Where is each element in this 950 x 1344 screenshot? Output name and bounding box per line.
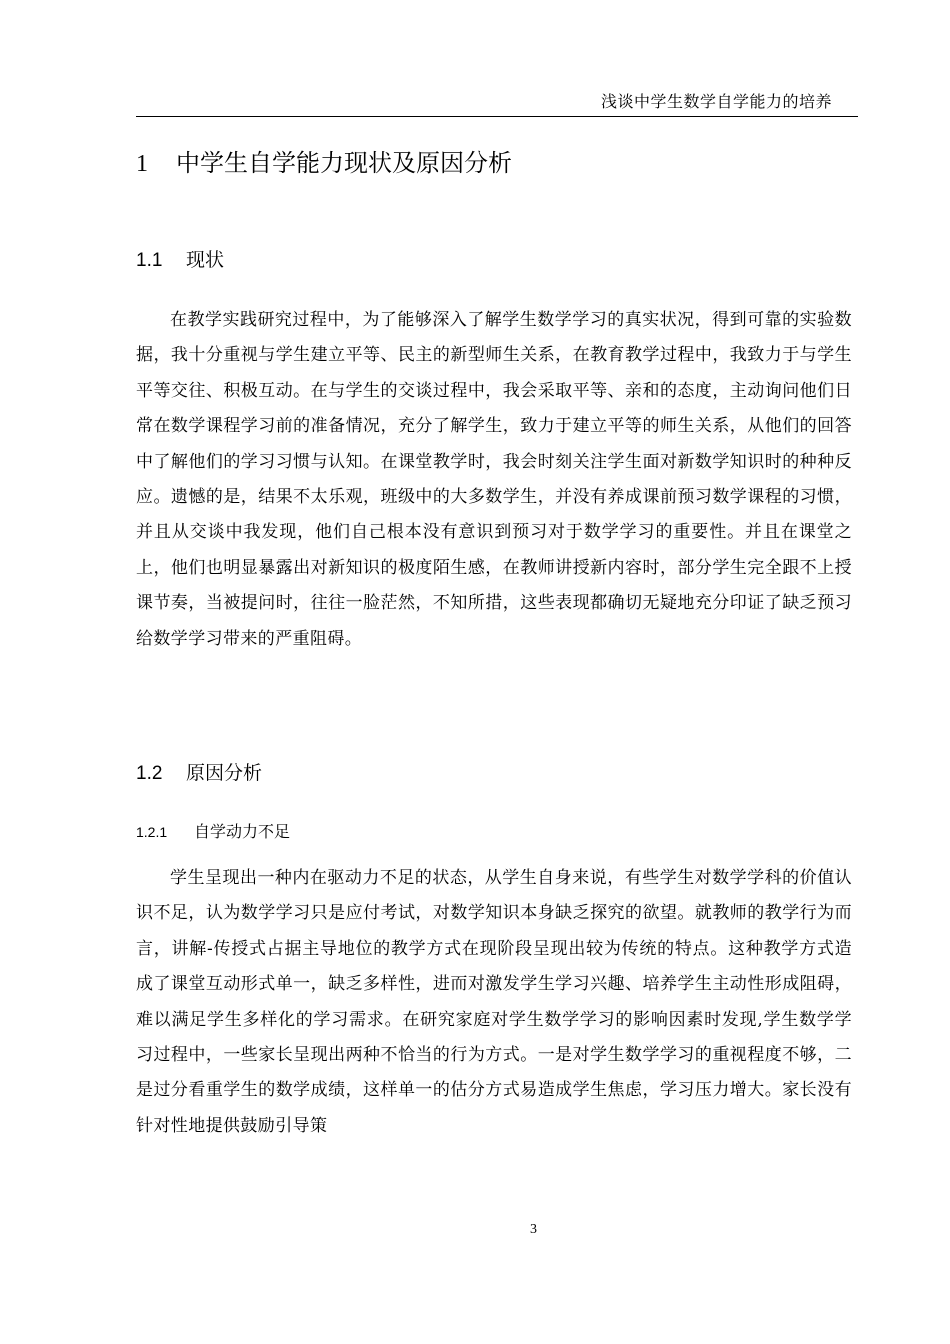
section-number: 1.1 <box>136 250 163 271</box>
section-number: 1.2 <box>136 763 163 784</box>
subsection-number: 1.2.1 <box>136 824 168 840</box>
running-header <box>136 88 858 117</box>
header-title: 浅谈中学生数学自学能力的培养 <box>600 92 832 111</box>
section-heading-1-2 <box>136 759 262 788</box>
page-number: 3 <box>530 1222 537 1237</box>
section-title: 原因分析 <box>186 762 263 784</box>
section-title: 现状 <box>186 249 225 271</box>
paragraph-motivation: 学生呈现出一种内在驱动力不足的状态，从学生自身来说，有些学生对数学学科的价值认识不足，认为数学学习只是应付考试，对数学知识本身缺乏探究的欲望。就教师的教学行为而言，讲解-传授式占据主导地位的教学方式在现阶段呈现出较为传统的特点。这种教学方式造成了课堂互动形式单一，缺乏多样性，进而对激发学生学习兴趣、培养学生主动性形成阻碍，难以满足学生多样化的学习需求。在研究家庭对学生数学学习的影响因素时发现,学生数学学习过程中，一些家长呈现出两种不恰当的行为方式。一是对学生数学学习的重视程度不够，二是过分看重学生的数学成绩，这样单一的估分方式易造成学生焦虑，学习压力增大。家长没有针对性地提供鼓励引导策 <box>136 868 852 1136</box>
chapter-heading <box>136 146 512 181</box>
chapter-number: 1 <box>136 151 148 177</box>
chapter-title: 中学生自学能力现状及原因分析 <box>176 149 512 177</box>
subsection-heading-1-2-1 <box>136 820 290 844</box>
paragraph-status: 在教学实践研究过程中，为了能够深入了解学生数学学习的真实状况，得到可靠的实验数据，我十分重视与学生建立平等、民主的新型师生关系，在教育教学过程中，我致力于与学生平等交往、积极互动。在与学生的交谈过程中，我会采取平等、亲和的态度，主动询问他们日常在数学课程学习前的准备情况，充分了解学生，致力于建立平等的师生关系，从他们的回答中了解他们的学习习惯与认知。在课堂教学时，我会时刻关注学生面对新数学知识时的种种反应。遗憾的是，结果不太乐观，班级中的大多数学生，并没有养成课前预习数学课程的习惯，并且从交谈中我发现，他们自己根本没有意识到预习对于数学学习的重要性。并且在课堂之上，他们也明显暴露出对新知识的极度陌生感，在教师讲授新内容时，部分学生完全跟不上授课节奏，当被提问时，往往一脸茫然，不知所措，这些表现都确切无疑地充分印证了缺乏预习给数学学习带来的严重阻碍。 <box>136 310 852 649</box>
subsection-title: 自学动力不足 <box>194 822 291 841</box>
section-heading-1-1 <box>136 246 224 275</box>
